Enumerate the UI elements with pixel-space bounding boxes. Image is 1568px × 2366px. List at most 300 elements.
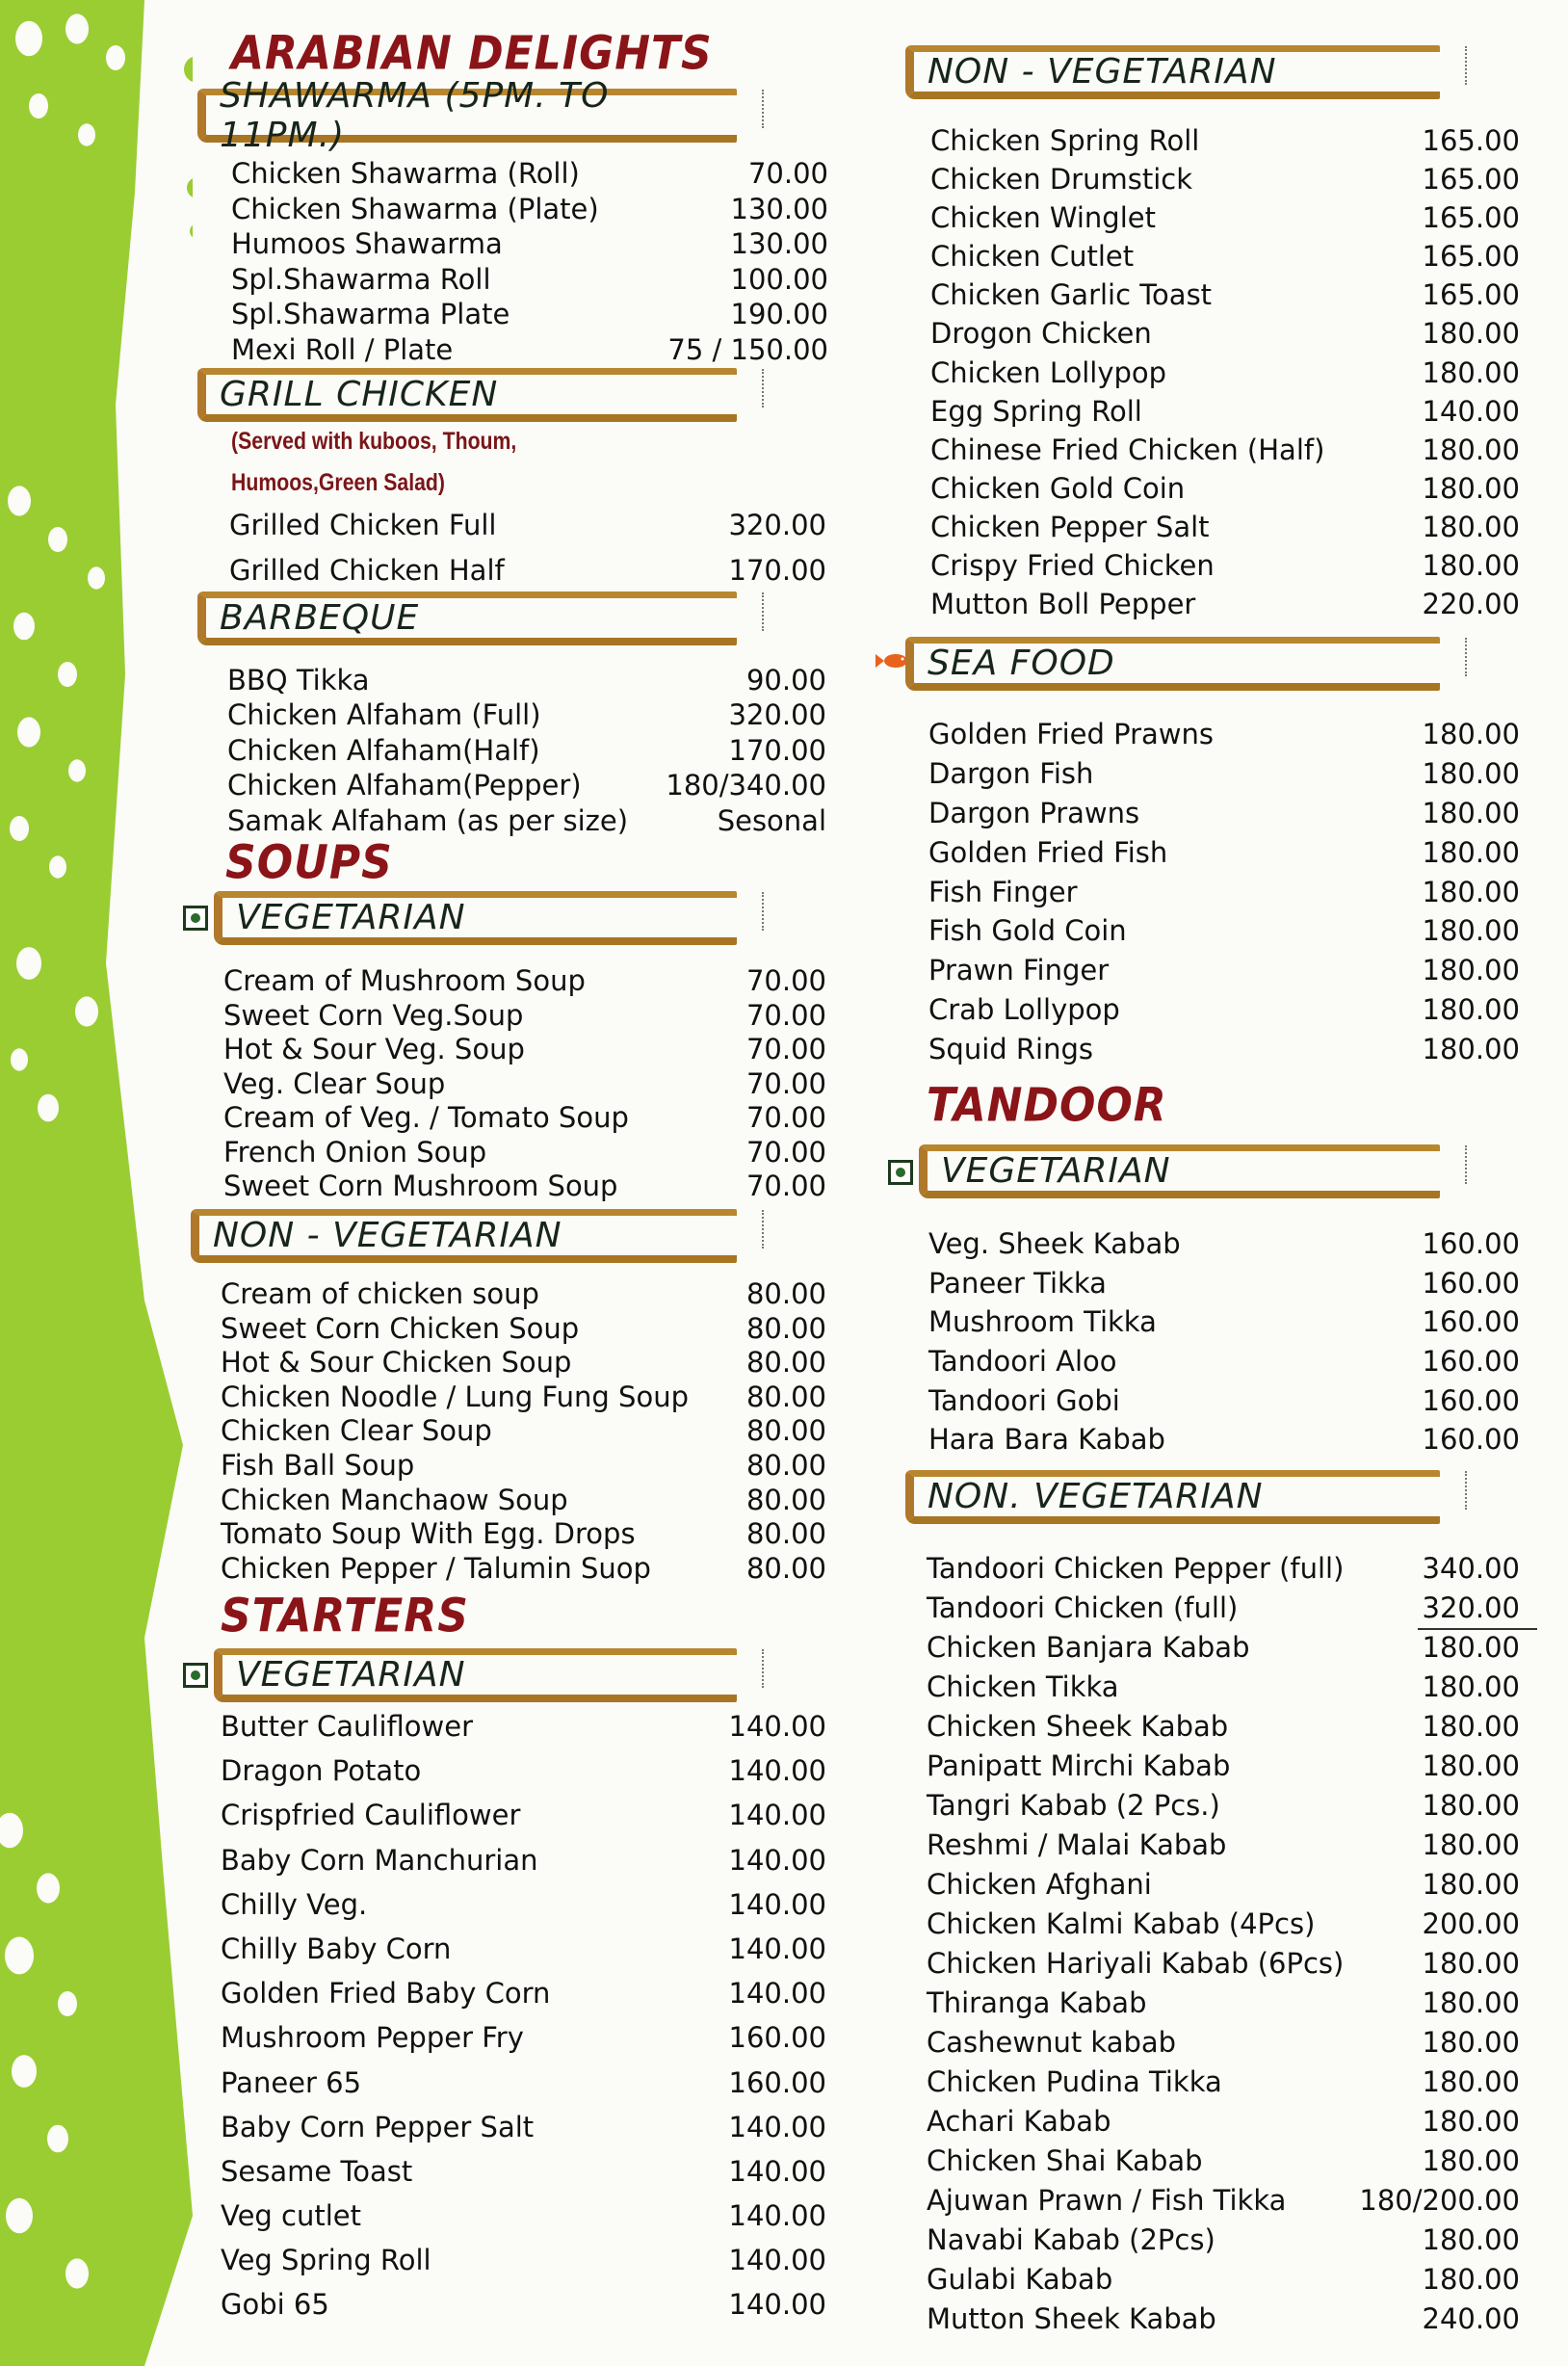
menu-item [223,1170,826,1204]
item-price: 160.00 [1422,1383,1520,1417]
item-price: 140.00 [728,1843,826,1877]
item-name: Drogon Chicken [930,317,1152,351]
item-price: 180.00 [1422,718,1520,750]
item-name: Grilled Chicken Half [229,554,505,587]
menu-item [928,873,1520,912]
menu-item [930,508,1520,546]
item-price: 180.00 [1422,796,1520,829]
item-price: 320.00 [728,698,826,732]
green-dot [184,56,193,83]
item-price: 140.00 [728,2199,826,2233]
item-price: 80.00 [745,1277,826,1310]
item-price: 70.00 [745,1101,826,1134]
border-hole [6,2198,33,2233]
item-price: 180.00 [1422,2263,1520,2296]
item-name: Chicken Alfaham(Half) [227,733,540,767]
menu-item [221,1449,826,1484]
item-price: 190.00 [730,298,828,331]
soups-nonveg-header: NON - VEGETARIAN [191,1209,737,1263]
item-name: Gulabi Kabab [927,2263,1113,2296]
item-price: 180.00 [1422,510,1520,543]
item-name: Sweet Corn Chicken Soup [221,1311,580,1345]
item-price: 165.00 [1422,163,1520,197]
item-name: Cream of chicken soup [221,1277,539,1310]
menu-item [221,1517,826,1552]
item-name: Gobi 65 [221,2288,329,2322]
menu-item [927,2181,1520,2221]
starters-veg-list [221,1704,826,2327]
border-hole [17,717,40,747]
border-hole [5,1937,34,1975]
item-name: Achari Kabab [927,2105,1111,2138]
tandoor-nonveg-header: NON. VEGETARIAN [905,1470,1440,1524]
item-price: 80.00 [745,1517,826,1551]
menu-item [221,1380,826,1415]
menu-item [221,1882,826,1927]
tandoor-nonveg-list [927,1549,1520,2339]
item-name: Chicken Garlic Toast [930,278,1213,312]
item-price: 80.00 [745,1311,826,1345]
border-hole [48,527,67,552]
item-name: Fish Finger [928,875,1078,908]
item-name: Chicken Tikka [927,1670,1119,1703]
item-name: Sweet Corn Veg.Soup [223,998,524,1032]
item-name: Prawn Finger [928,954,1110,987]
tandoor-veg-header: VEGETARIAN [919,1144,1440,1198]
menu-item [928,1030,1520,1069]
item-name: Hot & Sour Chicken Soup [221,1346,572,1380]
grill-note-line1: (Served with kuboos, Thoum, [231,428,517,455]
item-name: Samak Alfaham (as per size) [227,803,629,837]
item-name: Cream of Veg. / Tomato Soup [223,1101,629,1134]
menu-item [927,1786,1520,1826]
starters-title: STARTERS [221,1589,469,1643]
item-name: Baby Corn Pepper Salt [221,2110,535,2143]
menu-item [927,2260,1520,2300]
item-price: 160.00 [1422,1345,1520,1379]
veg-indicator-icon [183,1663,208,1688]
menu-item [930,121,1520,160]
item-price: 220.00 [1422,588,1520,621]
grill-list [229,503,826,593]
item-price: 180.00 [1422,2065,1520,2098]
item-price: 70.00 [745,1066,826,1100]
item-name: Chicken Spring Roll [930,124,1200,157]
item-name: Chicken Winglet [930,201,1156,235]
item-name: Veg. Sheek Kabab [928,1227,1181,1260]
item-name: Chicken Shawarma (Roll) [231,157,580,190]
item-name: Reshmi / Malai Kabab [927,1828,1227,1861]
menu-item [231,226,828,262]
item-price: 80.00 [745,1448,826,1482]
barbeque-header: BARBEQUE [197,592,737,645]
menu-item [928,990,1520,1030]
item-name: Egg Spring Roll [930,394,1142,428]
item-name: Golden Fried Baby Corn [221,1977,551,2011]
shawarma-header: SHAWARMA (5PM. TO 11PM.) [197,89,737,143]
barbeque-list [227,663,826,838]
item-name: Tandoori Aloo [928,1345,1117,1379]
item-price: 70.00 [745,998,826,1032]
menu-item [231,156,828,192]
grill-chicken-header: GRILL CHICKEN [197,368,737,422]
item-name: French Onion Soup [223,1135,487,1169]
border-hole [49,855,66,878]
item-price: 130.00 [730,227,828,261]
green-dot [190,223,193,239]
item-price: 170.00 [728,733,826,767]
item-price: 180.00 [1422,2105,1520,2138]
item-price: Sesonal [717,803,826,837]
item-price: 140.00 [728,2244,826,2277]
item-name: Cream of Mushroom Soup [223,964,586,997]
soups-veg-header: VEGETARIAN [214,891,737,945]
menu-item [223,1101,826,1136]
menu-item [221,1793,826,1837]
menu-item [221,1414,826,1449]
item-name: Squid Rings [928,1033,1093,1066]
menu-item [221,2238,826,2282]
item-price: 75 / 150.00 [667,332,828,366]
starters-nonveg-list [930,121,1520,623]
item-name: Sesame Toast [221,2154,413,2188]
menu-item [221,1927,826,1971]
border-hole [37,1873,60,1903]
item-name: Chicken Alfaham(Pepper) [227,769,582,802]
menu-item [927,1589,1520,1628]
menu-item [927,2142,1520,2181]
item-name: Butter Cauliflower [221,1710,474,1743]
menu-item [928,1420,1520,1459]
item-name: Chicken Pepper / Talumin Suop [221,1551,651,1585]
item-price: 140.00 [728,1799,826,1832]
item-name: Dargon Fish [928,756,1094,790]
item-price: 200.00 [1422,1907,1520,1940]
item-name: Tangri Kabab (2 Pcs.) [927,1789,1220,1822]
item-price: 140.00 [1422,394,1520,428]
item-name: Crab Lollypop [928,993,1120,1027]
item-name: Chicken Shai Kabab [927,2144,1203,2177]
item-price: 100.00 [730,262,828,296]
item-price: 180.00 [1422,2144,1520,2177]
menu-item [930,546,1520,585]
menu-item [223,1067,826,1102]
menu-item [229,503,826,548]
item-name: Chicken Kalmi Kabab (4Pcs) [927,1907,1316,1940]
menu-item [223,964,826,999]
item-name: Mutton Sheek Kabab [927,2302,1216,2335]
item-price: 180.00 [1422,549,1520,583]
item-price: 70.00 [745,1170,826,1202]
menu-item [927,1905,1520,1944]
item-name: Hara Bara Kabab [928,1423,1165,1457]
item-price: 180.00 [1422,1749,1520,1782]
menu-item [927,2023,1520,2063]
menu-item [231,332,828,368]
item-price: 180.00 [1422,1868,1520,1901]
item-name: Ajuwan Prawn / Fish Tikka [927,2184,1287,2217]
item-name: Mutton Boll Pepper [930,588,1196,621]
menu-item [928,1302,1520,1342]
item-price: 140.00 [728,2154,826,2188]
menu-item [223,999,826,1034]
border-hole [15,21,42,56]
item-price: 180.00 [1422,2026,1520,2059]
menu-item [927,1628,1520,1668]
item-name: Thiranga Kabab [927,1986,1147,2019]
menu-item [927,1668,1520,1707]
menu-item [231,297,828,332]
border-hole [12,2055,37,2088]
menu-item [928,951,1520,990]
item-price: 180.00 [1422,1789,1520,1822]
item-name: Veg Spring Roll [221,2244,431,2277]
item-price: 90.00 [745,664,826,697]
border-hole [88,566,105,589]
item-name: BBQ Tikka [227,664,370,697]
menu-item [930,237,1520,276]
menu-item [928,833,1520,873]
item-price: 180.00 [1422,1670,1520,1703]
tandoor-title: TANDOOR [927,1078,1167,1133]
item-price: 180.00 [1422,317,1520,351]
item-price: 70.00 [745,964,826,997]
item-name: Dargon Prawns [928,796,1140,829]
border-hole [29,93,48,118]
item-price: 320.00 [1422,1591,1520,1624]
item-name: Paneer Tikka [928,1266,1107,1300]
menu-item [223,1033,826,1067]
menu-item [221,2149,826,2194]
soups-title: SOUPS [225,835,393,890]
border-hole [75,996,98,1026]
item-name: Veg. Clear Soup [223,1066,446,1100]
item-name: Veg cutlet [221,2199,362,2233]
menu-item [930,276,1520,314]
menu-item [231,262,828,298]
soups-veg-list [223,964,826,1204]
border-hole [58,662,77,687]
item-name: Chicken Banjara Kabab [927,1631,1250,1664]
item-price: 180.00 [1422,954,1520,987]
menu-item [927,1826,1520,1865]
item-price: 180/340.00 [666,769,826,802]
border-hole [65,2258,89,2288]
item-name: Chilly Veg. [221,1887,368,1921]
item-name: Chinese Fried Chicken (Half) [930,433,1325,466]
menu-item [930,392,1520,431]
item-name: Golden Fried Fish [928,835,1168,869]
item-name: Chicken Shawarma (Plate) [231,192,599,225]
item-price: 70.00 [745,1033,826,1065]
item-name: Crispy Fried Chicken [930,549,1215,583]
item-name: Paneer 65 [221,2065,362,2099]
item-price: 160.00 [1422,1423,1520,1457]
item-price: 320.00 [728,509,826,541]
item-price: 130.00 [730,192,828,225]
menu-item [227,733,826,768]
menu-item [221,1484,826,1518]
menu-item [930,469,1520,508]
menu-item [229,548,826,593]
item-price: 180.00 [1422,875,1520,908]
item-price: 165.00 [1422,240,1520,274]
item-price: 180/200.00 [1359,2184,1520,2217]
item-name: Fish Gold Coin [928,914,1127,948]
item-name: Chicken Lollypop [930,355,1167,389]
item-price: 70.00 [745,1135,826,1169]
menu-item [221,1346,826,1380]
menu-item [221,1552,826,1587]
menu-item [227,663,826,697]
item-price: 180.00 [1422,914,1520,948]
border-hole [8,486,31,515]
item-price: 180.00 [1422,1828,1520,1861]
arabian-delights-title: ARABIAN DELIGHTS [231,26,713,81]
border-hole [78,123,95,145]
item-price: 180.00 [1422,993,1520,1027]
item-name: Golden Fried Prawns [928,718,1215,750]
menu-item [928,754,1520,794]
item-name: Chicken Pudina Tikka [927,2065,1222,2098]
item-price: 140.00 [728,1754,826,1788]
item-name: Grilled Chicken Full [229,509,497,541]
item-price: 180.00 [1422,1947,1520,1980]
item-name: Spl.Shawarma Roll [231,262,491,296]
menu-item [221,2105,826,2149]
item-name: Tandoori Chicken (full) [927,1591,1239,1624]
item-name: Chicken Drumstick [930,163,1192,197]
menu-item [221,1748,826,1793]
menu-item [930,431,1520,469]
item-name: Chicken Noodle / Lung Fung Soup [221,1380,689,1413]
item-name: Cashewnut kabab [927,2026,1177,2059]
menu-item [928,794,1520,833]
border-hole [38,1094,59,1122]
item-price: 70.00 [747,157,828,190]
menu-item [928,1264,1520,1303]
menu-item [227,768,826,802]
menu-item [227,697,826,732]
item-price: 180.00 [1422,2223,1520,2256]
item-price: 140.00 [728,1932,826,1965]
price-divider [1418,1628,1537,1630]
menu-item [221,2282,826,2327]
item-name: Panipatt Mirchi Kabab [927,1749,1231,1782]
green-strip [0,0,193,2366]
item-price: 140.00 [728,1977,826,2011]
veg-indicator-icon [888,1160,913,1185]
item-price: 80.00 [745,1346,826,1380]
item-name: Tandoori Gobi [928,1383,1120,1417]
menu-item [930,160,1520,198]
item-price: 180.00 [1422,471,1520,505]
menu-item [927,2300,1520,2339]
item-name: Spl.Shawarma Plate [231,298,510,331]
item-name: Chicken Cutlet [930,240,1135,274]
border-hole [16,947,41,980]
border-hole [10,816,29,841]
menu-item [927,2102,1520,2142]
item-price: 180.00 [1422,1710,1520,1743]
border-hole [65,13,89,43]
item-name: Hot & Sour Veg. Soup [223,1033,525,1065]
item-price: 240.00 [1422,2302,1520,2335]
starters-veg-header: VEGETARIAN [214,1648,737,1702]
item-price: 180.00 [1422,835,1520,869]
item-price: 165.00 [1422,124,1520,157]
green-decorative-border [0,0,193,2366]
menu-item [927,1707,1520,1747]
border-hole [13,613,35,641]
shawarma-list [231,156,828,368]
item-name: Chicken Clear Soup [221,1414,492,1448]
menu-item [927,1549,1520,1589]
item-price: 80.00 [745,1483,826,1516]
item-name: Chicken Afghani [927,1868,1152,1901]
menu-item [927,1984,1520,2023]
item-price: 140.00 [728,2110,826,2143]
border-hole [58,1991,77,2016]
item-name: Mushroom Tikka [928,1305,1157,1339]
menu-item [223,1136,826,1170]
item-price: 160.00 [1422,1305,1520,1339]
item-price: 140.00 [728,1710,826,1743]
item-name: Chicken Manchaow Soup [221,1483,568,1516]
item-price: 160.00 [1422,1227,1520,1260]
green-dot [187,177,193,198]
seafood-list [928,715,1520,1069]
menu-item [930,314,1520,353]
menu-item [221,2061,826,2105]
item-price: 180.00 [1422,1631,1520,1664]
item-price: 165.00 [1422,201,1520,235]
menu-item [928,715,1520,754]
item-price: 160.00 [728,2021,826,2055]
border-hole [47,2125,68,2153]
item-price: 180.00 [1422,756,1520,790]
menu-item [221,1277,826,1312]
item-name: Fish Ball Soup [221,1448,415,1482]
menu-item [221,1971,826,2015]
menu-item [927,1865,1520,1905]
item-price: 160.00 [1422,1266,1520,1300]
item-name: Tandoori Chicken Pepper (full) [927,1552,1345,1585]
menu-item [927,2063,1520,2102]
seafood-header: SEA FOOD [905,637,1440,691]
item-name: Chicken Hariyali Kabab (6Pcs) [927,1947,1345,1980]
item-name: Navabi Kabab (2Pcs) [927,2223,1215,2256]
menu-item [927,1747,1520,1786]
item-name: Chicken Gold Coin [930,471,1186,505]
item-price: 140.00 [728,2288,826,2322]
menu-item [221,2194,826,2238]
item-name: Baby Corn Manchurian [221,1843,538,1877]
item-price: 80.00 [745,1414,826,1448]
item-name: Humoos Shawarma [231,227,503,261]
menu-item [928,1381,1520,1421]
item-name: Chicken Sheek Kabab [927,1710,1229,1743]
soups-nonveg-list [221,1277,826,1586]
item-name: Crispfried Cauliflower [221,1799,521,1832]
menu-item [221,1312,826,1347]
item-name: Chilly Baby Corn [221,1932,452,1965]
border-hole [106,45,125,70]
item-price: 170.00 [728,554,826,587]
menu-item [928,1342,1520,1381]
menu-item [227,803,826,838]
menu-item [928,911,1520,951]
